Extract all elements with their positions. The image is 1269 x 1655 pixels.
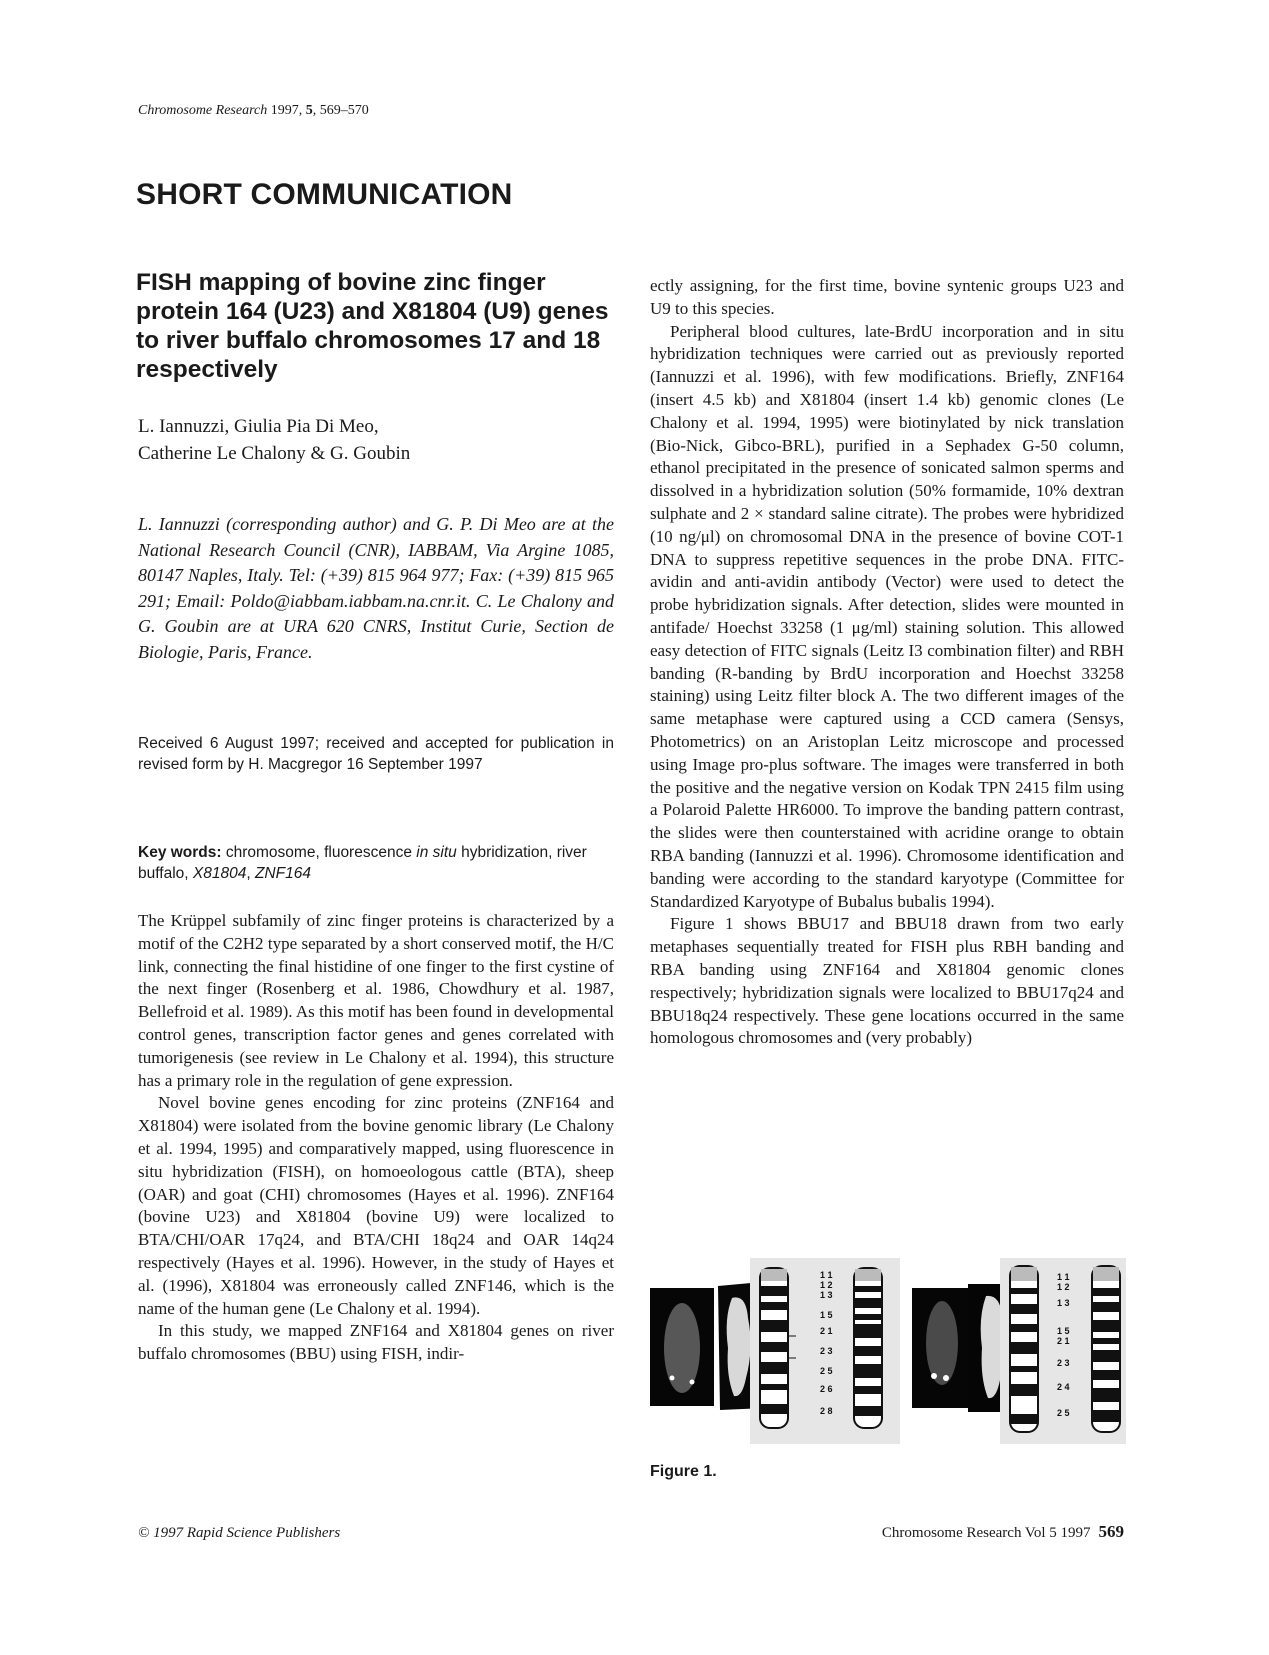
- band-label-right: 2 4: [1057, 1382, 1070, 1392]
- authors-line-2: Catherine Le Chalony & G. Goubin: [138, 443, 411, 464]
- author-affiliation: L. Iannuzzi (corresponding author) and G. P. Di Meo are at the National Research Council (CNR), IABBAM, Via Argine 1085, 80147 Naples, Italy. Tel: (+39) 815 964 977; Fax: (+39) 815 965 291; Email: Poldo@iabbam.iabbam.na.cnr.it. C. Le Chalony and G. Goubin are at URA 620 CNRS, Institut Curie, Section de Biologie, Paris, France.: [138, 514, 614, 662]
- keywords-text: in situ: [416, 844, 457, 861]
- body-paragraph: In this study, we mapped ZNF164 and X81804 genes on river buffalo chromosomes (BBU) using FISH, indir-: [138, 1321, 614, 1364]
- figure-1-image: [650, 1258, 1126, 1458]
- band-label-left: 1 5: [820, 1310, 833, 1320]
- journal-citation: [138, 103, 369, 119]
- journal-name: Chromosome Research: [138, 103, 268, 118]
- journal-pages: , 569–570: [312, 103, 369, 118]
- band-label-right: 2 3: [1057, 1358, 1070, 1368]
- band-label-left: 2 6: [820, 1384, 833, 1394]
- running-footer: [882, 1522, 1124, 1542]
- band-label-right: 1 2: [1057, 1282, 1070, 1292]
- band-label-right: 1 5: [1057, 1326, 1070, 1336]
- body-column-right: [650, 275, 1124, 1050]
- figure-1: [650, 1258, 1126, 1458]
- keywords-text: X81804: [192, 865, 247, 882]
- band-label-left: 2 5: [820, 1366, 833, 1376]
- journal-info: Chromosome Research Vol 5 1997: [881, 1525, 1091, 1541]
- figure-caption: Figure 1.: [650, 1463, 717, 1480]
- journal-volume: 5: [305, 103, 313, 118]
- section-heading: SHORT COMMUNICATION: [136, 178, 513, 211]
- band-label-right: 2 1: [1057, 1336, 1070, 1346]
- author-list: [138, 413, 618, 467]
- band-label-left: 2 1: [820, 1326, 833, 1336]
- band-label-left: 1 3: [820, 1290, 833, 1300]
- body-paragraph: Novel bovine genes encoding for zinc proteins (ZNF164 and X81804) were isolated from the bovine genomic library (Le Chalony et al. 1994, 1995) and comparatively mapped, using fluorescence in situ hybridization (FISH), on homoeologous cattle (BTA), sheep (OAR) and goat (CHI) chromosomes (Hayes et al. 1996). ZNF164 (bovine U23) and X81804 (bovine U9) were localized to BTA/CHI/OAR 17q24, and BTA/CHI 18q24 and OAR 14q24 respectively (Hayes et al. 1996). However, in the study of Hayes et al. (1996), X81804 was erroneously called ZNF146, which is the name of the human gene (Le Chalony et al. 1994).: [138, 1093, 614, 1318]
- body-paragraph: Peripheral blood cultures, late-BrdU incorporation and in situ hybridization techniques were carried out as previously reported (Iannuzzi et al. 1996), with few modifications. Briefly, ZNF164 (insert 4.5 kb) and X81804 (insert 1.4 kb) genomic clones (Le Chalony et al. 1994, 1995) were biotinylated by nick translation (Bio-Nick, Gibco-BRL), purified in a Sephadex G-50 column, ethanol precipitated in the presence of sonicated salmon sperms and dissolved in a hybridization solution (50% formamide, 10% dextran sulphate and 2 × standard saline citrate). The probes were hybridized (10 ng/μl) on chromosomal DNA in the presence of bovine COT-1 DNA to suppress repetitive sequences in the probe DNA. FITC-avidin and anti-avidin antibody (Vector) were used to detect the probe hybridization signals. After detection, slides were mounted in antifade/ Hoechst 33258 (1 μg/ml) staining solution. This allowed easy detection of FITC signals (Leitz I3 combination filter) and RBH banding (R-banding by BrdU incorporation and Hoechst 33258 staining) using Leitz filter block A. The two different images of the same metaphase were captured using a CCD camera (Sensys, Photometrics) on an Aristoplan Leitz microscope and processed using Image pro-plus software. The images were transferred in both the positive and the negative version on Kodak TPN 2415 film using a Polaroid Palette HR6000. To improve the banding pattern contrast, the slides were then counterstained with acridine orange to obtain RBA banding (Iannuzzi et al. 1996). Chromosome identification and banding were according to the standard karyotype (Committee for Standardized Karyotype of Bubalus bubalis 1994).: [650, 321, 1124, 911]
- body-paragraph: The Krüppel subfamily of zinc finger proteins is characterized by a motif of the C2H2 type separated by a short conserved motif, the H/C link, connecting the final histidine of one finger to the first cystine of the next finger (Rosenberg et al. 1986, Chowdhury et al. 1987, Bellefroid et al. 1989). As this motif has been found in developmental control genes, transcription factor genes and genes correlated with tumorigenesis (see review in Le Chalony et al. 1994), this structure has a primary role in the regulation of gene expression.: [138, 911, 614, 1090]
- band-label-right: 2 5: [1057, 1408, 1070, 1418]
- band-label-right: 1 3: [1057, 1298, 1070, 1308]
- band-label-left: 1 2: [820, 1280, 833, 1290]
- keywords-text: hybridization, river buffalo,: [138, 844, 587, 882]
- body-column-left: [138, 910, 614, 1366]
- band-label-left: 2 3: [820, 1346, 833, 1356]
- article-title: FISH mapping of bovine zinc finger protein 164 (U23) and X81804 (U9) genes to river buffalo chromosomes 17 and 18 respectively: [136, 269, 609, 383]
- page-number: 569: [1098, 1522, 1124, 1541]
- body-paragraph: ectly assigning, for the first time, bovine syntenic groups U23 and U9 to this species.: [650, 276, 1124, 318]
- authors-line-1: L. Iannuzzi, Giulia Pia Di Meo,: [138, 416, 379, 437]
- keywords-label: Key words:: [138, 844, 222, 861]
- keywords-text: ZNF164: [254, 865, 311, 882]
- body-paragraph: Figure 1 shows BBU17 and BBU18 drawn from two early metaphases sequentially treated for FISH plus RBH banding and RBA banding using ZNF164 and X81804 genomic clones respectively; hybridization signals were localized to BBU17q24 and BBU18q24 respectively. These gene locations occurred in the same homologous chromosomes and (very probably): [650, 914, 1124, 1048]
- received-dates: Received 6 August 1997; received and accepted for publication in revised form by H. Macgregor 16 September 1997: [138, 735, 614, 773]
- journal-year: 1997,: [267, 103, 306, 118]
- keywords: [138, 842, 614, 884]
- band-label-right: 1 1: [1057, 1272, 1070, 1282]
- copyright-notice: © 1997 Rapid Science Publishers: [138, 1525, 341, 1541]
- band-label-left: 1 1: [820, 1270, 833, 1280]
- keywords-text: ,: [246, 865, 255, 882]
- fish-photo-left: [650, 1282, 766, 1410]
- keywords-text: chromosome, fluorescence: [221, 844, 417, 861]
- band-label-left: 2 8: [820, 1406, 833, 1416]
